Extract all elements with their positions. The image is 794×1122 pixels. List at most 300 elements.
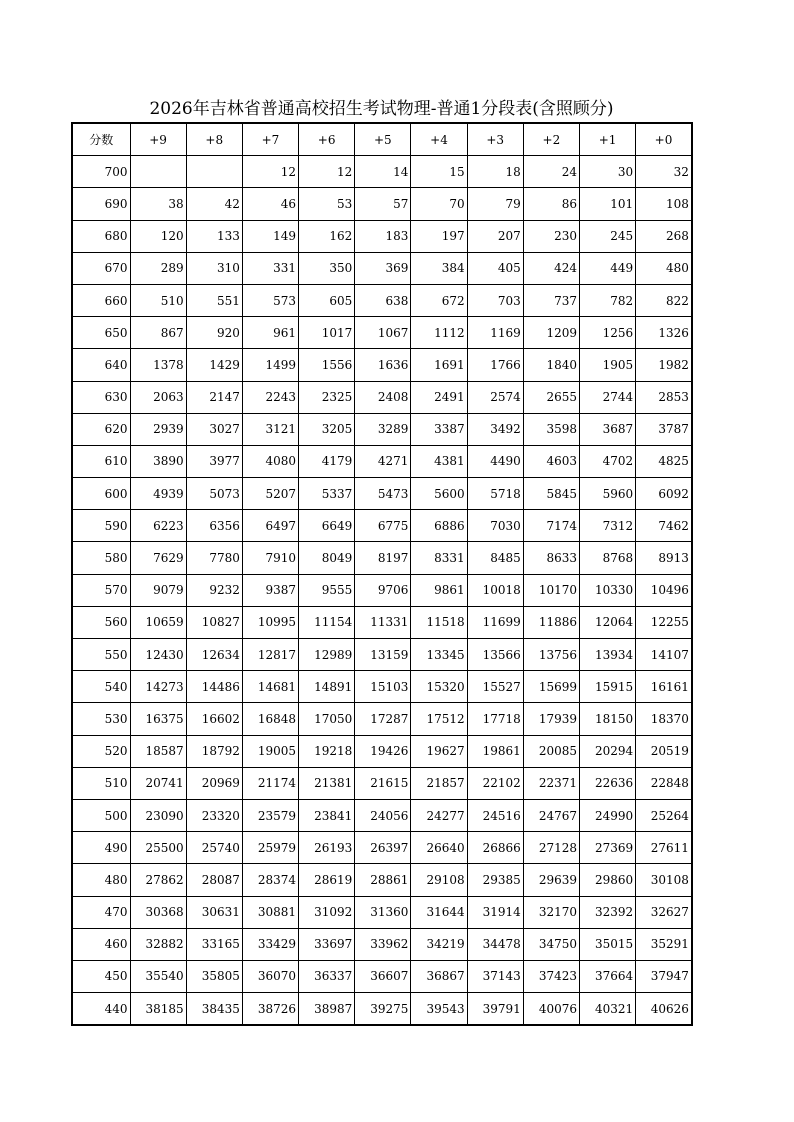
- count-cell: 20741: [130, 767, 186, 799]
- count-cell: 34219: [411, 928, 467, 960]
- count-cell: 782: [580, 284, 636, 316]
- count-cell: 5845: [523, 478, 579, 510]
- count-cell: 149: [242, 220, 298, 252]
- count-cell: 28619: [299, 864, 355, 896]
- score-cell: 700: [72, 156, 130, 188]
- count-cell: 53: [299, 188, 355, 220]
- table-row: [72, 639, 692, 671]
- count-cell: 268: [636, 220, 692, 252]
- count-cell: 38726: [242, 993, 298, 1026]
- count-cell: 3977: [186, 445, 242, 477]
- count-cell: 8197: [355, 542, 411, 574]
- count-cell: 26866: [467, 832, 523, 864]
- count-cell: 12255: [636, 606, 692, 638]
- table-row: [72, 542, 692, 574]
- count-cell: 8049: [299, 542, 355, 574]
- count-cell: 9232: [186, 574, 242, 606]
- count-cell: 28087: [186, 864, 242, 896]
- count-cell: 9555: [299, 574, 355, 606]
- count-cell: 21174: [242, 767, 298, 799]
- count-cell: 2939: [130, 413, 186, 445]
- count-cell: 30: [580, 156, 636, 188]
- count-cell: 1169: [467, 317, 523, 349]
- count-cell: 8331: [411, 542, 467, 574]
- count-cell: 638: [355, 284, 411, 316]
- count-cell: 31644: [411, 896, 467, 928]
- count-cell: 3787: [636, 413, 692, 445]
- count-cell: 2853: [636, 381, 692, 413]
- count-cell: 19218: [299, 735, 355, 767]
- count-cell: 46: [242, 188, 298, 220]
- count-cell: 12064: [580, 606, 636, 638]
- count-cell: 11886: [523, 606, 579, 638]
- count-cell: 1691: [411, 349, 467, 381]
- count-cell: 13566: [467, 639, 523, 671]
- count-cell: 5337: [299, 478, 355, 510]
- header-score: 分数: [72, 123, 130, 156]
- count-cell: 424: [523, 252, 579, 284]
- count-cell: 26397: [355, 832, 411, 864]
- count-cell: 26640: [411, 832, 467, 864]
- count-cell: 8633: [523, 542, 579, 574]
- count-cell: 961: [242, 317, 298, 349]
- score-cell: 580: [72, 542, 130, 574]
- count-cell: 31092: [299, 896, 355, 928]
- count-cell: 5473: [355, 478, 411, 510]
- count-cell: 14273: [130, 671, 186, 703]
- count-cell: 867: [130, 317, 186, 349]
- count-cell: 5960: [580, 478, 636, 510]
- count-cell: 14107: [636, 639, 692, 671]
- count-cell: 17939: [523, 703, 579, 735]
- count-cell: 6356: [186, 510, 242, 542]
- count-cell: 7629: [130, 542, 186, 574]
- count-cell: 27128: [523, 832, 579, 864]
- header-offset: +3: [467, 123, 523, 156]
- count-cell: 10995: [242, 606, 298, 638]
- count-cell: 10496: [636, 574, 692, 606]
- count-cell: 4603: [523, 445, 579, 477]
- count-cell: 36607: [355, 960, 411, 992]
- score-table: [71, 122, 693, 1026]
- count-cell: 101: [580, 188, 636, 220]
- count-cell: 703: [467, 284, 523, 316]
- count-cell: 22848: [636, 767, 692, 799]
- count-cell: 38435: [186, 993, 242, 1026]
- score-cell: 590: [72, 510, 130, 542]
- table-row: [72, 510, 692, 542]
- count-cell: 16161: [636, 671, 692, 703]
- score-cell: 630: [72, 381, 130, 413]
- count-cell: 40076: [523, 993, 579, 1026]
- count-cell: 39543: [411, 993, 467, 1026]
- count-cell: 24277: [411, 799, 467, 831]
- score-cell: 640: [72, 349, 130, 381]
- count-cell: 8485: [467, 542, 523, 574]
- count-cell: 35540: [130, 960, 186, 992]
- page-title: 2026年吉林省普通高校招生考试物理-普通1分段表(含照顾分): [149, 99, 614, 119]
- count-cell: 11331: [355, 606, 411, 638]
- count-cell: 4939: [130, 478, 186, 510]
- score-cell: 670: [72, 252, 130, 284]
- header-offset: +0: [636, 123, 692, 156]
- count-cell: 1429: [186, 349, 242, 381]
- count-cell: 20294: [580, 735, 636, 767]
- count-cell: 207: [467, 220, 523, 252]
- table-row: [72, 993, 692, 1026]
- count-cell: 11699: [467, 606, 523, 638]
- count-cell: 39275: [355, 993, 411, 1026]
- table-row: [72, 832, 692, 864]
- header-offset: +5: [355, 123, 411, 156]
- count-cell: 7030: [467, 510, 523, 542]
- count-cell: 23841: [299, 799, 355, 831]
- count-cell: 36070: [242, 960, 298, 992]
- header-offset: +9: [130, 123, 186, 156]
- table-row: [72, 284, 692, 316]
- count-cell: 12430: [130, 639, 186, 671]
- table-row: [72, 864, 692, 896]
- count-cell: 2063: [130, 381, 186, 413]
- count-cell: 1067: [355, 317, 411, 349]
- count-cell: 24990: [580, 799, 636, 831]
- count-cell: 20085: [523, 735, 579, 767]
- count-cell: 39791: [467, 993, 523, 1026]
- count-cell: 22102: [467, 767, 523, 799]
- count-cell: 3027: [186, 413, 242, 445]
- count-cell: 23320: [186, 799, 242, 831]
- score-cell: 650: [72, 317, 130, 349]
- count-cell: 25979: [242, 832, 298, 864]
- header-offset: +1: [580, 123, 636, 156]
- score-cell: 450: [72, 960, 130, 992]
- count-cell: 480: [636, 252, 692, 284]
- count-cell: 197: [411, 220, 467, 252]
- count-cell: 18: [467, 156, 523, 188]
- count-cell: 27862: [130, 864, 186, 896]
- count-cell: 21381: [299, 767, 355, 799]
- count-cell: 13934: [580, 639, 636, 671]
- count-cell: 2243: [242, 381, 298, 413]
- count-cell: 6649: [299, 510, 355, 542]
- count-cell: 36337: [299, 960, 355, 992]
- count-cell: 15527: [467, 671, 523, 703]
- table-row: [72, 220, 692, 252]
- score-cell: 500: [72, 799, 130, 831]
- table-row: [72, 896, 692, 928]
- score-cell: 560: [72, 606, 130, 638]
- count-cell: 18370: [636, 703, 692, 735]
- count-cell: 27611: [636, 832, 692, 864]
- count-cell: 30881: [242, 896, 298, 928]
- count-cell: 920: [186, 317, 242, 349]
- count-cell: 369: [355, 252, 411, 284]
- header-offset: +8: [186, 123, 242, 156]
- count-cell: 10659: [130, 606, 186, 638]
- count-cell: 15320: [411, 671, 467, 703]
- count-cell: 331: [242, 252, 298, 284]
- count-cell: 11154: [299, 606, 355, 638]
- count-cell: 14891: [299, 671, 355, 703]
- count-cell: 2408: [355, 381, 411, 413]
- count-cell: 7780: [186, 542, 242, 574]
- count-cell: 1326: [636, 317, 692, 349]
- table-row: [72, 445, 692, 477]
- count-cell: 28374: [242, 864, 298, 896]
- count-cell: 24056: [355, 799, 411, 831]
- count-cell: 4381: [411, 445, 467, 477]
- count-cell: 2655: [523, 381, 579, 413]
- score-cell: 440: [72, 993, 130, 1026]
- count-cell: 18792: [186, 735, 242, 767]
- count-cell: 8913: [636, 542, 692, 574]
- count-cell: 9387: [242, 574, 298, 606]
- count-cell: 7174: [523, 510, 579, 542]
- table-row: [72, 156, 692, 188]
- score-cell: 480: [72, 864, 130, 896]
- count-cell: 14: [355, 156, 411, 188]
- count-cell: 3598: [523, 413, 579, 445]
- count-cell: 6775: [355, 510, 411, 542]
- count-cell: 15915: [580, 671, 636, 703]
- count-cell: 10170: [523, 574, 579, 606]
- count-cell: 13756: [523, 639, 579, 671]
- count-cell: 510: [130, 284, 186, 316]
- count-cell: 15103: [355, 671, 411, 703]
- count-cell: 573: [242, 284, 298, 316]
- count-cell: 32: [636, 156, 692, 188]
- count-cell: 37664: [580, 960, 636, 992]
- count-cell: 18150: [580, 703, 636, 735]
- count-cell: 24: [523, 156, 579, 188]
- score-cell: 460: [72, 928, 130, 960]
- count-cell: 2325: [299, 381, 355, 413]
- count-cell: 20969: [186, 767, 242, 799]
- count-cell: 1378: [130, 349, 186, 381]
- table-row: [72, 478, 692, 510]
- count-cell: 9079: [130, 574, 186, 606]
- table-row: [72, 703, 692, 735]
- count-cell: [186, 156, 242, 188]
- count-cell: 10827: [186, 606, 242, 638]
- count-cell: 9706: [355, 574, 411, 606]
- score-cell: 490: [72, 832, 130, 864]
- count-cell: 16375: [130, 703, 186, 735]
- count-cell: 21615: [355, 767, 411, 799]
- count-cell: 28861: [355, 864, 411, 896]
- table-row: [72, 799, 692, 831]
- count-cell: 1840: [523, 349, 579, 381]
- count-cell: 108: [636, 188, 692, 220]
- count-cell: 310: [186, 252, 242, 284]
- count-cell: 31914: [467, 896, 523, 928]
- table-row: [72, 317, 692, 349]
- count-cell: 4179: [299, 445, 355, 477]
- count-cell: 15: [411, 156, 467, 188]
- count-cell: [130, 156, 186, 188]
- count-cell: 405: [467, 252, 523, 284]
- count-cell: 4702: [580, 445, 636, 477]
- table-row: [72, 188, 692, 220]
- count-cell: 3205: [299, 413, 355, 445]
- count-cell: 3890: [130, 445, 186, 477]
- count-cell: 24516: [467, 799, 523, 831]
- count-cell: 30631: [186, 896, 242, 928]
- count-cell: 162: [299, 220, 355, 252]
- count-cell: 35805: [186, 960, 242, 992]
- count-cell: 17718: [467, 703, 523, 735]
- count-cell: 40626: [636, 993, 692, 1026]
- score-cell: 610: [72, 445, 130, 477]
- count-cell: 822: [636, 284, 692, 316]
- table-header-row: [72, 123, 692, 156]
- count-cell: 12989: [299, 639, 355, 671]
- count-cell: 33962: [355, 928, 411, 960]
- count-cell: 26193: [299, 832, 355, 864]
- count-cell: 15699: [523, 671, 579, 703]
- score-cell: 680: [72, 220, 130, 252]
- count-cell: 1209: [523, 317, 579, 349]
- score-cell: 600: [72, 478, 130, 510]
- count-cell: 384: [411, 252, 467, 284]
- count-cell: 551: [186, 284, 242, 316]
- count-cell: 25740: [186, 832, 242, 864]
- count-cell: 7910: [242, 542, 298, 574]
- count-cell: 20519: [636, 735, 692, 767]
- count-cell: 22636: [580, 767, 636, 799]
- count-cell: 32627: [636, 896, 692, 928]
- count-cell: 29108: [411, 864, 467, 896]
- count-cell: 120: [130, 220, 186, 252]
- count-cell: 5600: [411, 478, 467, 510]
- score-cell: 690: [72, 188, 130, 220]
- count-cell: 6092: [636, 478, 692, 510]
- count-cell: 17512: [411, 703, 467, 735]
- count-cell: 4080: [242, 445, 298, 477]
- count-cell: 14681: [242, 671, 298, 703]
- count-cell: 12817: [242, 639, 298, 671]
- count-cell: 40321: [580, 993, 636, 1026]
- table-row: [72, 574, 692, 606]
- count-cell: 4825: [636, 445, 692, 477]
- count-cell: 37143: [467, 960, 523, 992]
- count-cell: 183: [355, 220, 411, 252]
- count-cell: 6223: [130, 510, 186, 542]
- header-offset: +2: [523, 123, 579, 156]
- count-cell: 21857: [411, 767, 467, 799]
- table-row: [72, 413, 692, 445]
- count-cell: 2147: [186, 381, 242, 413]
- table-row: [72, 349, 692, 381]
- count-cell: 42: [186, 188, 242, 220]
- count-cell: 17287: [355, 703, 411, 735]
- count-cell: 25264: [636, 799, 692, 831]
- count-cell: 350: [299, 252, 355, 284]
- count-cell: 36867: [411, 960, 467, 992]
- count-cell: 31360: [355, 896, 411, 928]
- table-body: [72, 156, 692, 1026]
- count-cell: 86: [523, 188, 579, 220]
- count-cell: 25500: [130, 832, 186, 864]
- table-row: [72, 960, 692, 992]
- count-cell: 38185: [130, 993, 186, 1026]
- count-cell: 7312: [580, 510, 636, 542]
- count-cell: 37947: [636, 960, 692, 992]
- count-cell: 3387: [411, 413, 467, 445]
- score-cell: 530: [72, 703, 130, 735]
- count-cell: 32392: [580, 896, 636, 928]
- count-cell: 1905: [580, 349, 636, 381]
- count-cell: 35291: [636, 928, 692, 960]
- count-cell: 3492: [467, 413, 523, 445]
- score-cell: 570: [72, 574, 130, 606]
- score-cell: 540: [72, 671, 130, 703]
- count-cell: 17050: [299, 703, 355, 735]
- count-cell: 4490: [467, 445, 523, 477]
- count-cell: 11518: [411, 606, 467, 638]
- header-offset: +7: [242, 123, 298, 156]
- count-cell: 38: [130, 188, 186, 220]
- count-cell: 34478: [467, 928, 523, 960]
- count-cell: 737: [523, 284, 579, 316]
- count-cell: 13159: [355, 639, 411, 671]
- count-cell: 24767: [523, 799, 579, 831]
- count-cell: 19005: [242, 735, 298, 767]
- count-cell: 1636: [355, 349, 411, 381]
- count-cell: 70: [411, 188, 467, 220]
- score-cell: 550: [72, 639, 130, 671]
- count-cell: 289: [130, 252, 186, 284]
- count-cell: 3289: [355, 413, 411, 445]
- count-cell: 38987: [299, 993, 355, 1026]
- count-cell: 19426: [355, 735, 411, 767]
- count-cell: 16602: [186, 703, 242, 735]
- count-cell: 33697: [299, 928, 355, 960]
- count-cell: 32170: [523, 896, 579, 928]
- count-cell: 29860: [580, 864, 636, 896]
- count-cell: 12634: [186, 639, 242, 671]
- count-cell: 605: [299, 284, 355, 316]
- count-cell: 7462: [636, 510, 692, 542]
- table-row: [72, 381, 692, 413]
- count-cell: 19861: [467, 735, 523, 767]
- count-cell: 4271: [355, 445, 411, 477]
- count-cell: 22371: [523, 767, 579, 799]
- count-cell: 10330: [580, 574, 636, 606]
- count-cell: 16848: [242, 703, 298, 735]
- score-cell: 620: [72, 413, 130, 445]
- count-cell: 18587: [130, 735, 186, 767]
- count-cell: 2491: [411, 381, 467, 413]
- score-cell: 510: [72, 767, 130, 799]
- count-cell: 6497: [242, 510, 298, 542]
- header-offset: +4: [411, 123, 467, 156]
- count-cell: 6886: [411, 510, 467, 542]
- count-cell: 230: [523, 220, 579, 252]
- header-offset: +6: [299, 123, 355, 156]
- count-cell: 5718: [467, 478, 523, 510]
- count-cell: 10018: [467, 574, 523, 606]
- count-cell: 1112: [411, 317, 467, 349]
- count-cell: 1256: [580, 317, 636, 349]
- count-cell: 23090: [130, 799, 186, 831]
- count-cell: 5073: [186, 478, 242, 510]
- count-cell: 37423: [523, 960, 579, 992]
- count-cell: 449: [580, 252, 636, 284]
- count-cell: 30368: [130, 896, 186, 928]
- count-cell: 32882: [130, 928, 186, 960]
- count-cell: 1017: [299, 317, 355, 349]
